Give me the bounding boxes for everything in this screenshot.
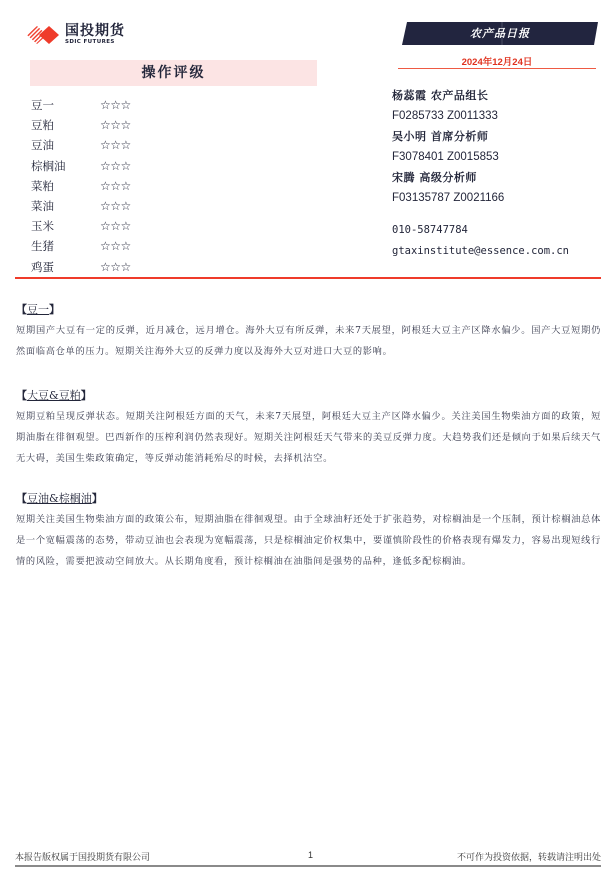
logo-mark-icon — [25, 25, 61, 45]
analyst-list — [392, 86, 504, 208]
star-rating-icon: ☆☆☆ — [100, 138, 131, 153]
star-rating-icon: ☆☆☆ — [100, 98, 131, 113]
analyst-license-ids: F3078401 Z0015853 — [392, 151, 499, 164]
section-title-text: 大豆&豆粕 — [27, 389, 81, 402]
bracket-open: 【 — [16, 303, 27, 316]
star-rating-icon: ☆☆☆ — [100, 239, 131, 254]
rating-list — [31, 95, 131, 277]
rating-row — [31, 135, 131, 155]
section-soybean-palm-oil — [16, 491, 601, 572]
star-rating-icon: ☆☆☆ — [100, 259, 131, 274]
report-type-label: 农产品日报 — [470, 27, 530, 40]
commodity-name: 菜粕 — [31, 178, 54, 193]
analyst-license-ids: F0285733 Z0011333 — [392, 110, 498, 123]
star-rating-icon: ☆☆☆ — [100, 178, 131, 193]
rating-row — [31, 156, 131, 176]
report-type-banner — [402, 22, 598, 45]
footer-disclaimer: 不可作为投资依据，转载请注明出处 — [456, 852, 601, 862]
contact-phone: 010-58747784 — [392, 224, 468, 236]
commodity-name: 棕榈油 — [31, 158, 66, 173]
footer-divider — [15, 865, 601, 867]
date-divider — [398, 68, 596, 69]
header-divider — [15, 277, 601, 279]
bracket-open: 【 — [16, 492, 27, 505]
section-title-text: 豆油&棕榈油 — [27, 492, 92, 505]
commodity-name: 豆粕 — [31, 118, 54, 133]
commodity-name: 豆油 — [31, 138, 54, 153]
analyst-name-title: 杨蕊霞 农产品组长 — [392, 89, 489, 102]
commodity-name: 玉米 — [31, 219, 54, 234]
page-footer — [15, 850, 601, 864]
page-number: 1 — [308, 850, 314, 860]
section-title-text: 豆一 — [27, 303, 49, 316]
star-rating-icon: ☆☆☆ — [100, 219, 131, 234]
bracket-open: 【 — [16, 389, 27, 402]
rating-row — [31, 257, 131, 277]
commodity-name: 豆一 — [31, 98, 54, 113]
rating-row — [31, 236, 131, 256]
rating-row — [31, 115, 131, 135]
rating-title: 操作评级 — [30, 60, 317, 86]
contact-info — [392, 220, 569, 262]
report-date: 2024年12月24日 — [461, 57, 533, 68]
commodity-name: 鸡蛋 — [31, 259, 54, 274]
logo-chinese-text: 国投期货 — [65, 23, 125, 39]
section-title — [16, 302, 601, 318]
rating-row — [31, 176, 131, 196]
section-body: 短期豆粕呈现反弹状态。短期关注阿根廷方面的天气，未来7天展望，阿根廷大豆主产区降水偏少。关注美国生物柴油方面的政策，短期油脂在徘徊观望。巴西新作的压榨利润仍然表现好。短期关注阿根廷天气带来的美豆反弹力度。大趋势我们还是倾向于如果后续天气无大碍，美国生柴政策确定，等反弹动能消耗殆尽的时候，去择机沽空。 — [16, 411, 601, 464]
company-logo — [25, 24, 125, 46]
logo-english-text: SDIC FUTURES — [65, 39, 115, 45]
bracket-close: 】 — [80, 389, 92, 402]
analyst-license-ids: F03135787 Z0021166 — [392, 191, 505, 204]
bracket-close: 】 — [49, 303, 60, 316]
section-body: 短期国产大豆有一定的反弹，近月减仓，远月增仓。海外大豆有所反弹，未来7天展望，阿根廷大豆主产区降水偏少。国产大豆短期仍然面临高仓单的压力。短期关注海外大豆的反弹力度以及海外大豆对进口大豆的影响。 — [16, 325, 601, 357]
rating-row — [31, 196, 131, 216]
section-body: 短期关注美国生物柴油方面的政策公布，短期油脂在徘徊观望。由于全球油籽还处于扩张趋势，对棕榈油是一个压制，预计棕榈油总体是一个宽幅震荡的态势，带动豆油也会表现为宽幅震荡，只是棕榈油定价权集中，要谨慎阶段性的价格表现有爆发力，容易出现短线行情的风险，需要把波动空间放大。从长期角度看，预计棕榈油在油脂间是强势的品种，逢低多配棕榈油。 — [16, 514, 601, 567]
rating-row — [31, 216, 131, 236]
contact-email[interactable]: gtaxinstitute@essence.com.cn — [392, 245, 570, 257]
star-rating-icon: ☆☆☆ — [100, 158, 131, 173]
commodity-name: 菜油 — [31, 199, 54, 214]
section-soybean-one — [16, 302, 601, 362]
section-title — [16, 388, 601, 404]
commodity-name: 生猪 — [31, 239, 54, 254]
bracket-close: 】 — [91, 492, 103, 505]
section-soybean-meal — [16, 388, 601, 469]
analyst-name-title: 吴小明 首席分析师 — [392, 129, 489, 143]
star-rating-icon: ☆☆☆ — [100, 199, 131, 214]
star-rating-icon: ☆☆☆ — [100, 118, 131, 133]
footer-copyright: 本报告版权属于国投期货有限公司 — [15, 852, 151, 862]
rating-row — [31, 95, 131, 115]
analyst-name-title: 宋腾 高级分析师 — [392, 170, 477, 184]
section-title — [16, 491, 601, 507]
